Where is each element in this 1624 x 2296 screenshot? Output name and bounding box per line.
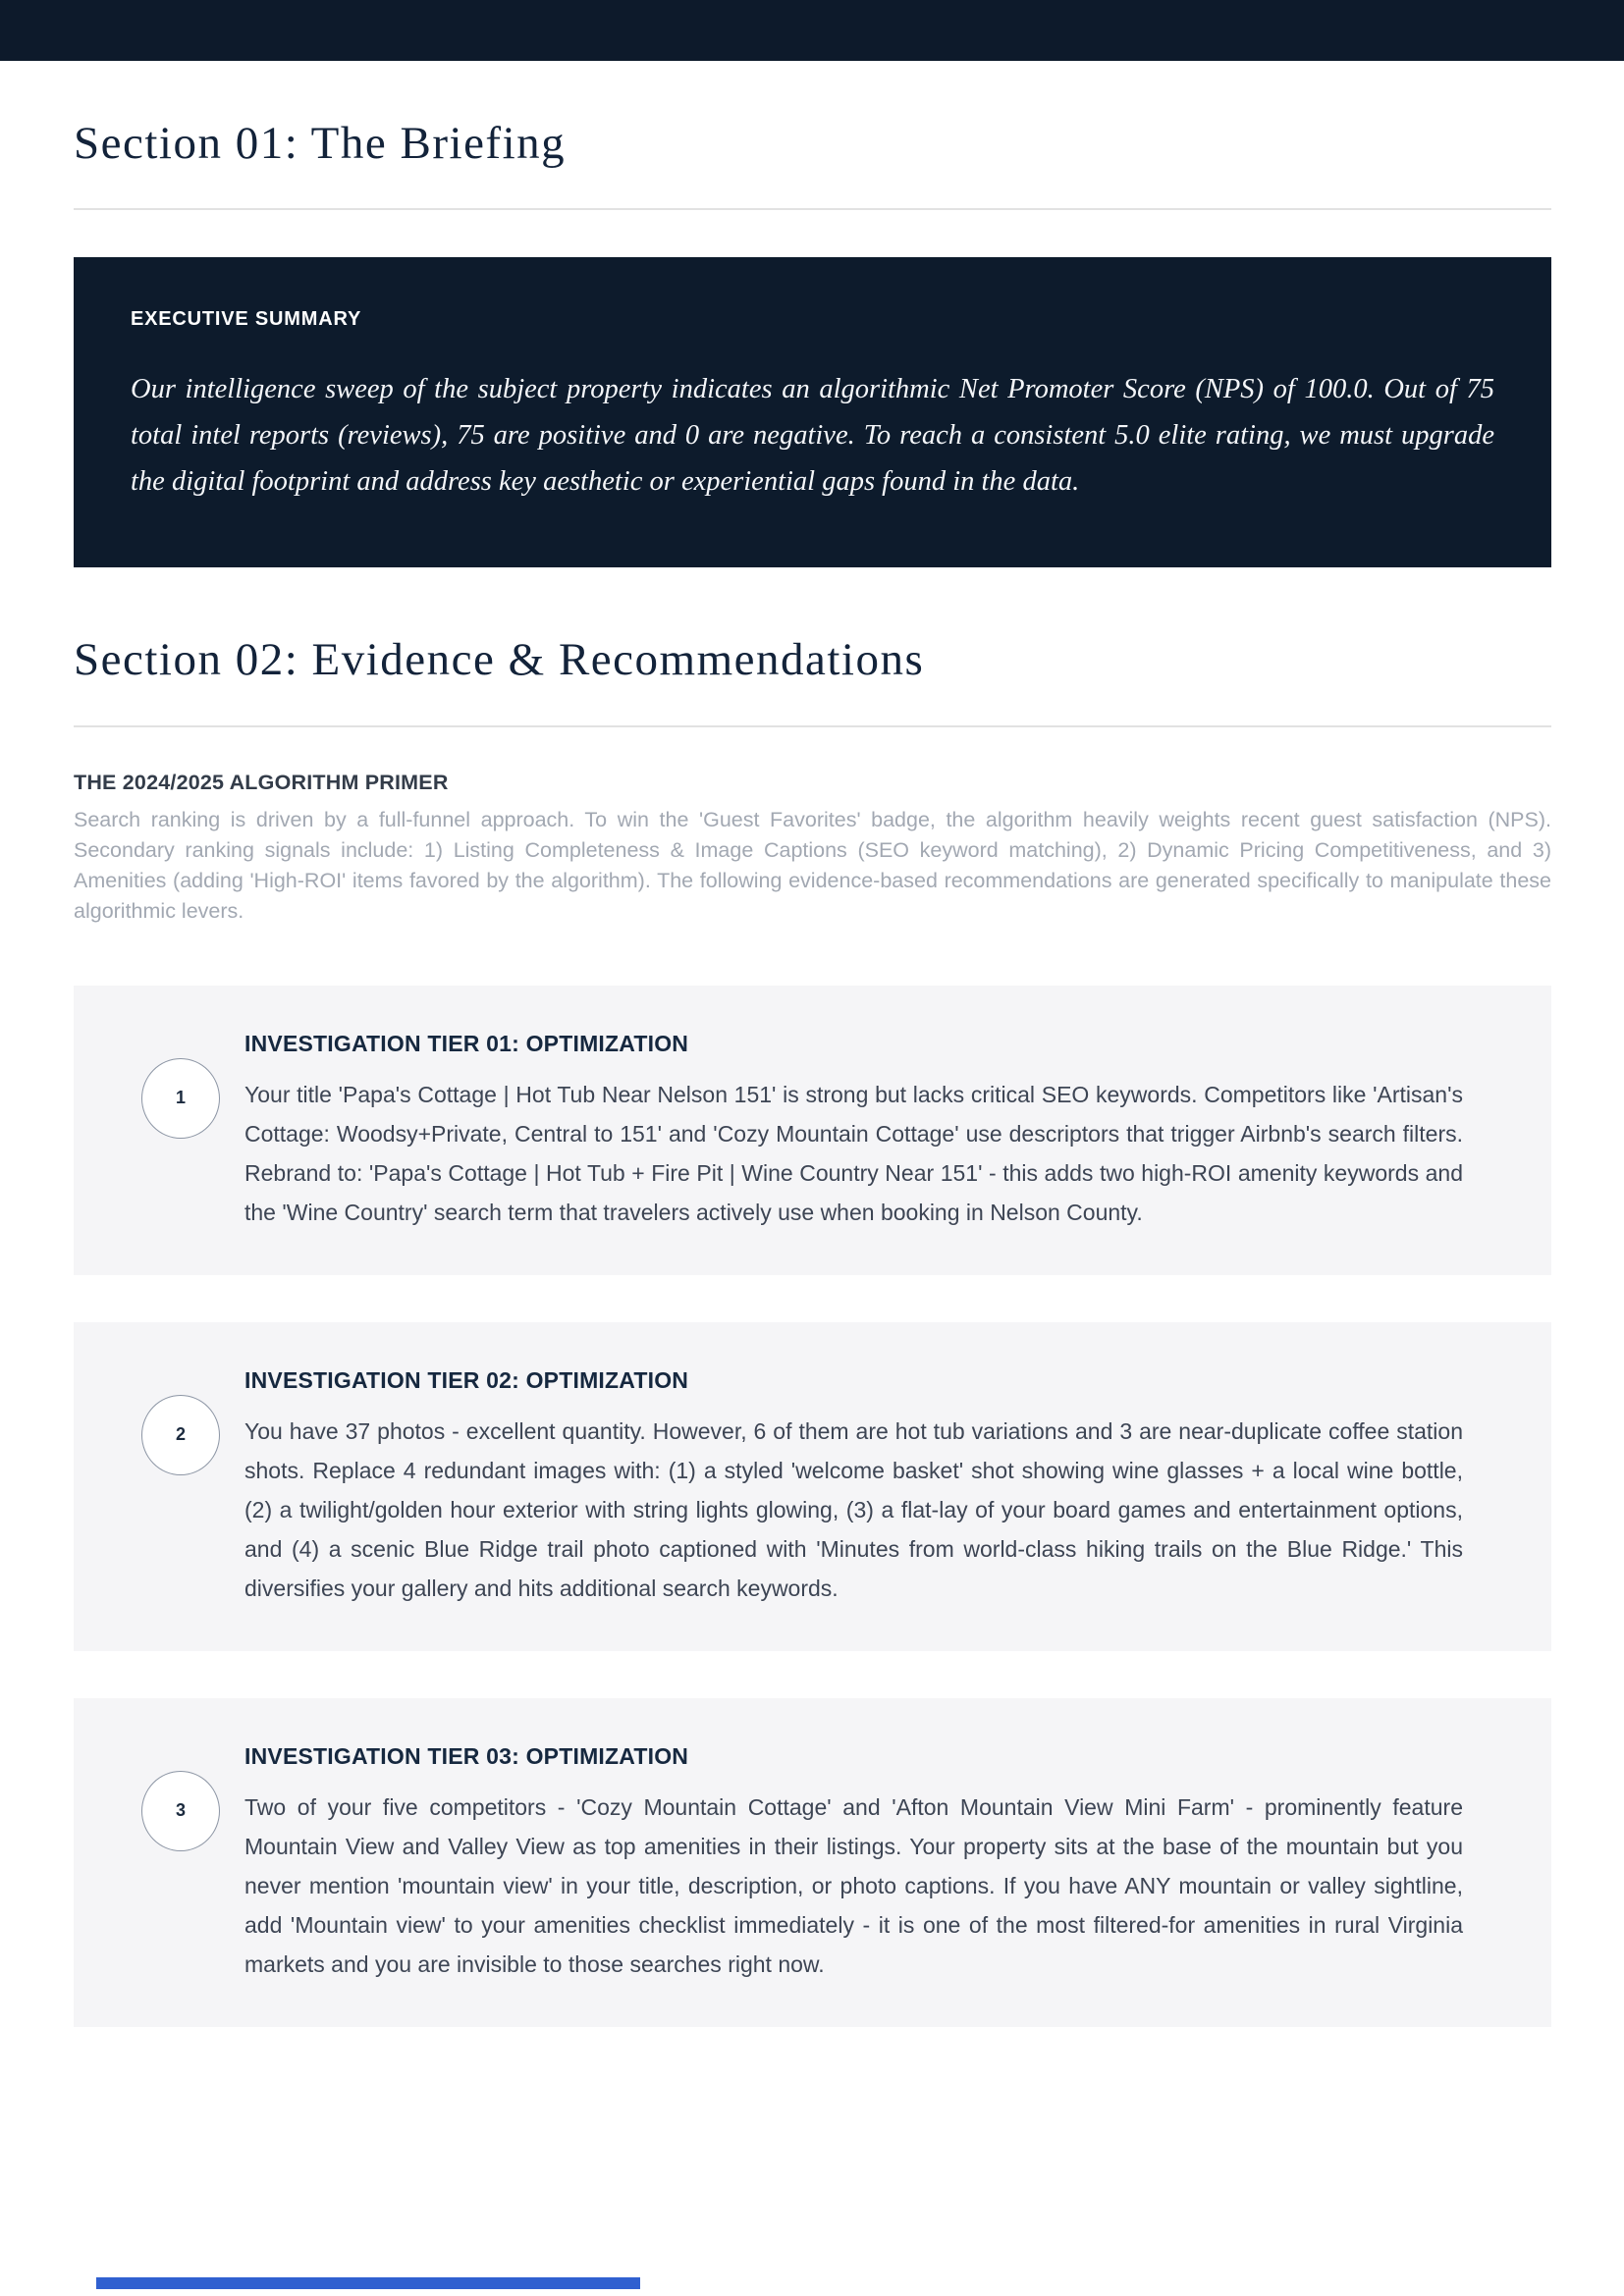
tier-2-number-badge: 2 <box>141 1395 220 1475</box>
section-01-divider <box>74 208 1551 210</box>
tier-2-title: INVESTIGATION TIER 02: OPTIMIZATION <box>244 1366 689 1393</box>
tier-1-text <box>244 1031 1463 1232</box>
algorithm-primer <box>74 771 1551 927</box>
tier-3-title: INVESTIGATION TIER 03: OPTIMIZATION <box>244 1742 689 1769</box>
tier-1-body: Your title 'Papa's Cottage | Hot Tub Near Nelson 151' is strong but lacks critical SEO keywords. Competitors like 'Artisan's Cottage: Woodsy+Private, Central to 151' and 'Cozy Mountain Cottage' use descriptors that trigger Airbnb's search filters. Rebrand to: 'Papa's Cottage | Hot Tub + Fire Pit | Wine Country Near 151' - this adds two high-ROI amenity keywords and the 'Wine Country' search term that travelers actively use when booking in Nelson County. <box>244 1081 1463 1225</box>
executive-summary-label: EXECUTIVE SUMMARY <box>131 308 362 331</box>
top-navy-bar <box>0 0 1624 61</box>
report-content <box>74 116 1551 2027</box>
algorithm-primer-title: THE 2024/2025 ALGORITHM PRIMER <box>74 770 449 794</box>
tier-3-body: Two of your five competitors - 'Cozy Mountain Cottage' and 'Afton Mountain View Mini Farm' - prominently feature Mountain View and Valley View as top amenities in their listings. Your property sits at the base of the mountain but you never mention 'mountain view' in your title, description, or photo captions. If you have ANY mountain or valley sightline, add 'Mountain view' to your amenities checklist immediately - it is one of the most filtered-for amenities in rural Virginia markets and you are invisible to those searches right now. <box>244 1793 1463 1977</box>
tier-1-number-badge: 1 <box>141 1058 220 1139</box>
investigation-tier-card-3 <box>74 1698 1551 2027</box>
executive-summary-box <box>74 257 1551 567</box>
executive-summary-body: Our intelligence sweep of the subject property indicates an algorithmic Net Promoter Score (NPS) of 100.0. Out of 75 total intel reports (reviews), 75 are positive and 0 are negative. To reach a consistent 5.0 elite rating, we must upgrade the digital footprint and address key aesthetic or experiential gaps found in the data. <box>131 374 1494 498</box>
next-section-cutoff-bar <box>96 2277 640 2289</box>
tier-3-text <box>244 1743 1463 1984</box>
section-02-divider <box>74 725 1551 727</box>
tier-1-title: INVESTIGATION TIER 01: OPTIMIZATION <box>244 1030 689 1056</box>
tier-3-number-badge: 3 <box>141 1771 220 1851</box>
investigation-tier-card-2 <box>74 1322 1551 1651</box>
tier-2-body: You have 37 photos - excellent quantity. However, 6 of them are hot tub variations and 3 are near-duplicate coffee station shots. Replace 4 redundant images with: (1) a styled 'welcome basket' shot showing wine glasses + a local wine bottle, (2) a twilight/golden hour exterior with string lights glowing, (3) a flat-lay of your board games and entertainment options, and (4) a scenic Blue Ridge trail photo captioned with 'Minutes from world-class hiking trails on the Blue Ridge.' This diversifies your gallery and hits additional search keywords. <box>244 1417 1463 1601</box>
tier-2-text <box>244 1367 1463 1608</box>
algorithm-primer-body: Search ranking is driven by a full-funnel approach. To win the 'Guest Favorites' badge, the algorithm heavily weights recent guest satisfaction (NPS). Secondary ranking signals include: 1) Listing Completeness & Image Captions (SEO keyword matching), 2) Dynamic Pricing Competitiveness, and 3) Amenities (adding 'High-ROI' items favored by the algorithm). The following evidence-based recommendations are generated specifically to manipulate these algorithmic levers. <box>74 807 1551 923</box>
section-02-title: Section 02: Evidence & Recommendations <box>74 634 925 686</box>
investigation-tier-card-1 <box>74 986 1551 1275</box>
section-01-title: Section 01: The Briefing <box>74 118 567 169</box>
